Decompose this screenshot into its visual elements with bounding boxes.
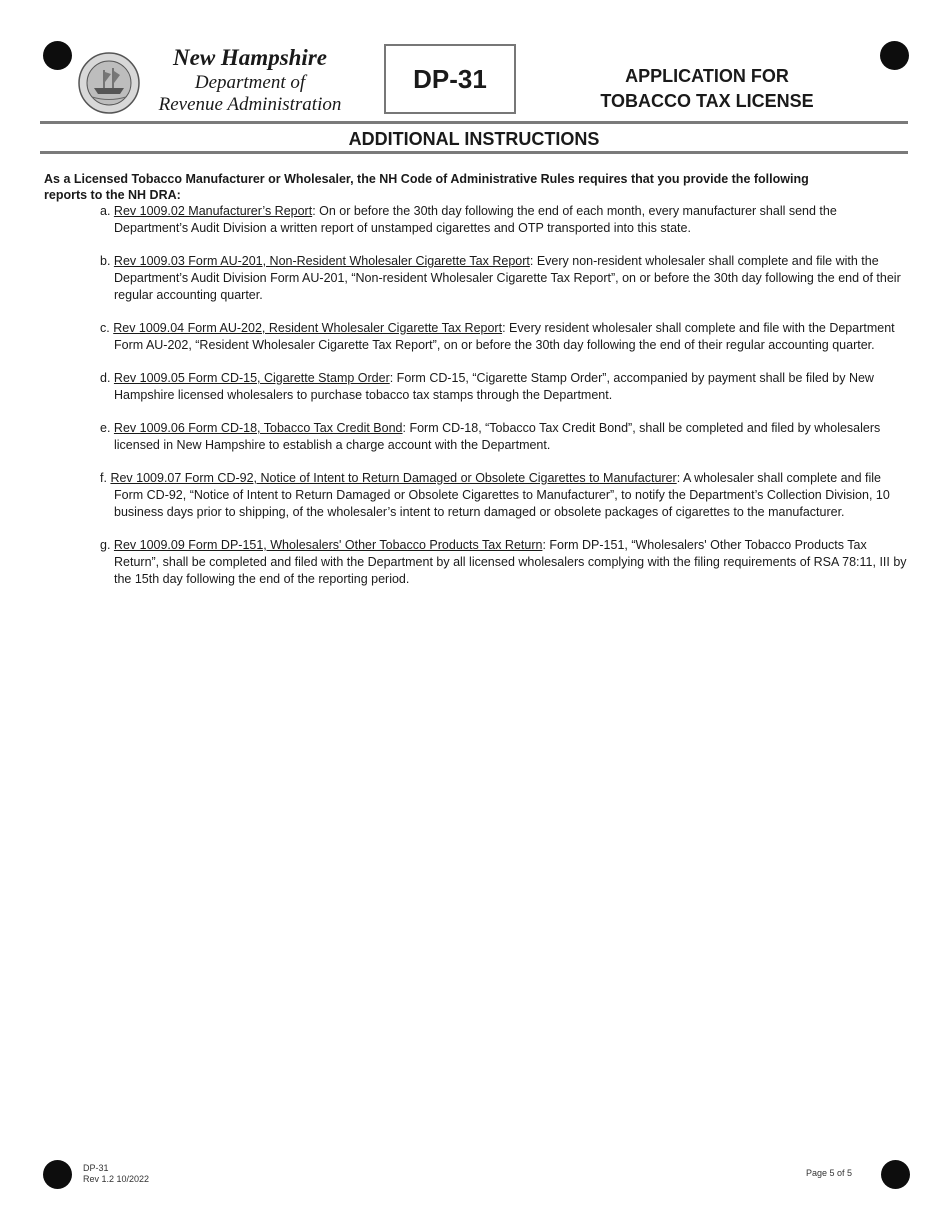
application-title-line-2: TOBACCO TAX LICENSE <box>600 91 814 111</box>
item-letter: e. <box>100 421 111 435</box>
registration-dot-top-right <box>880 41 909 70</box>
state-name: New Hampshire <box>173 45 327 70</box>
item-letter: c. <box>100 321 110 335</box>
form-number: DP-31 <box>413 63 487 94</box>
rule-reference: Rev 1009.05 Form CD-15, Cigarette Stamp Order <box>113 371 390 385</box>
form-number-box <box>384 44 516 114</box>
item-letter: a. <box>100 204 111 218</box>
item-text: : Every resident wholesaler shall complete and file with the Department Form AU-202, “Resident Wholesaler Cigarette Tax Report”, on or before the 30th day following the end of their regular accounting quarter. <box>114 321 895 352</box>
list-item <box>100 420 910 454</box>
list-item <box>100 253 910 304</box>
item-text: : A wholesaler shall complete and file Form CD-92, “Notice of Intent to Return Damaged or Obsolete Cigarettes to Manufacturer”, to notify the Department’s Collection Division, 10 business days prior to shipping, of the wholesaler’s intent to return damaged or obsolete packages of cigarettes to the manufacturer. <box>114 471 890 519</box>
item-letter: d. <box>100 371 111 385</box>
rule-reference: Rev 1009.09 Form DP-151, Wholesalers' Other Tobacco Products Tax Return <box>113 538 543 552</box>
item-text: : Form CD-15, “Cigarette Stamp Order”, accompanied by payment shall be filed by New Hampshire licensed wholesalers to purchase tobacco tax stamps through the Department. <box>114 371 874 402</box>
list-item <box>100 370 910 404</box>
application-title <box>586 64 828 114</box>
application-title-line-1: APPLICATION FOR <box>625 66 789 86</box>
footer-form-info <box>83 1163 149 1185</box>
state-seal-icon <box>78 52 140 114</box>
footer-revision: Rev 1.2 10/2022 <box>83 1174 150 1184</box>
rule-reference: Rev 1009.02 Manufacturer’s Report <box>113 204 313 218</box>
intro-paragraph: As a Licensed Tobacco Manufacturer or Wholesaler, the NH Code of Administrative Rules requires that you provide the following reports to the NH DRA: <box>44 172 809 202</box>
section-title: ADDITIONAL INSTRUCTIONS <box>348 129 600 149</box>
rule-reference: Rev 1009.07 Form CD-92, Notice of Intent to Return Damaged or Obsolete Cigarettes to Manufacturer <box>110 471 677 485</box>
list-item <box>100 470 910 521</box>
registration-dot-top-left <box>43 41 72 70</box>
department-line-1: Department of <box>194 72 306 93</box>
department-line-2: Revenue Administration <box>158 94 342 115</box>
registration-dot-bottom-left <box>43 1160 72 1189</box>
item-letter: f. <box>100 471 107 485</box>
item-text: : Form DP-151, “Wholesalers' Other Tobacco Products Tax Return”, shall be completed and filed with the Department by all licensed wholesalers complying with the filing requirements of RSA 78:11, III by the 15th day following the end of the reporting period. <box>114 538 907 586</box>
list-item <box>100 537 910 588</box>
list-item <box>100 320 910 354</box>
agency-name <box>145 44 355 116</box>
header-divider <box>40 121 908 124</box>
item-letter: b. <box>100 254 111 268</box>
item-text: : Form CD-18, “Tobacco Tax Credit Bond”, shall be completed and filed by wholesalers licensed in New Hampshire to establish a charge account with the Department. <box>114 421 881 452</box>
section-divider <box>40 151 908 154</box>
rule-reference: Rev 1009.04 Form AU-202, Resident Wholesaler Cigarette Tax Report <box>113 321 503 335</box>
rule-reference: Rev 1009.03 Form AU-201, Non-Resident Wholesaler Cigarette Tax Report <box>113 254 530 268</box>
footer-form-id: DP-31 <box>83 1163 109 1173</box>
registration-dot-bottom-right <box>881 1160 910 1189</box>
footer-page-number: Page 5 of 5 <box>806 1168 853 1178</box>
item-text: : Every non-resident wholesaler shall complete and file with the Department’s Audit Division Form AU-201, “Non-resident Wholesaler Cigarette Tax Report”, on or before the 30th day following the end of their regular accounting quarter. <box>114 254 901 302</box>
list-item <box>100 203 910 237</box>
item-letter: g. <box>100 538 111 552</box>
item-text: : On or before the 30th day following the end of each month, every manufacturer shall send the Department’s Audit Division a written report of unstamped cigarettes and OTP transported into this state. <box>114 204 837 235</box>
rule-reference: Rev 1009.06 Form CD-18, Tobacco Tax Credit Bond <box>113 421 403 435</box>
instruction-list <box>100 203 910 604</box>
